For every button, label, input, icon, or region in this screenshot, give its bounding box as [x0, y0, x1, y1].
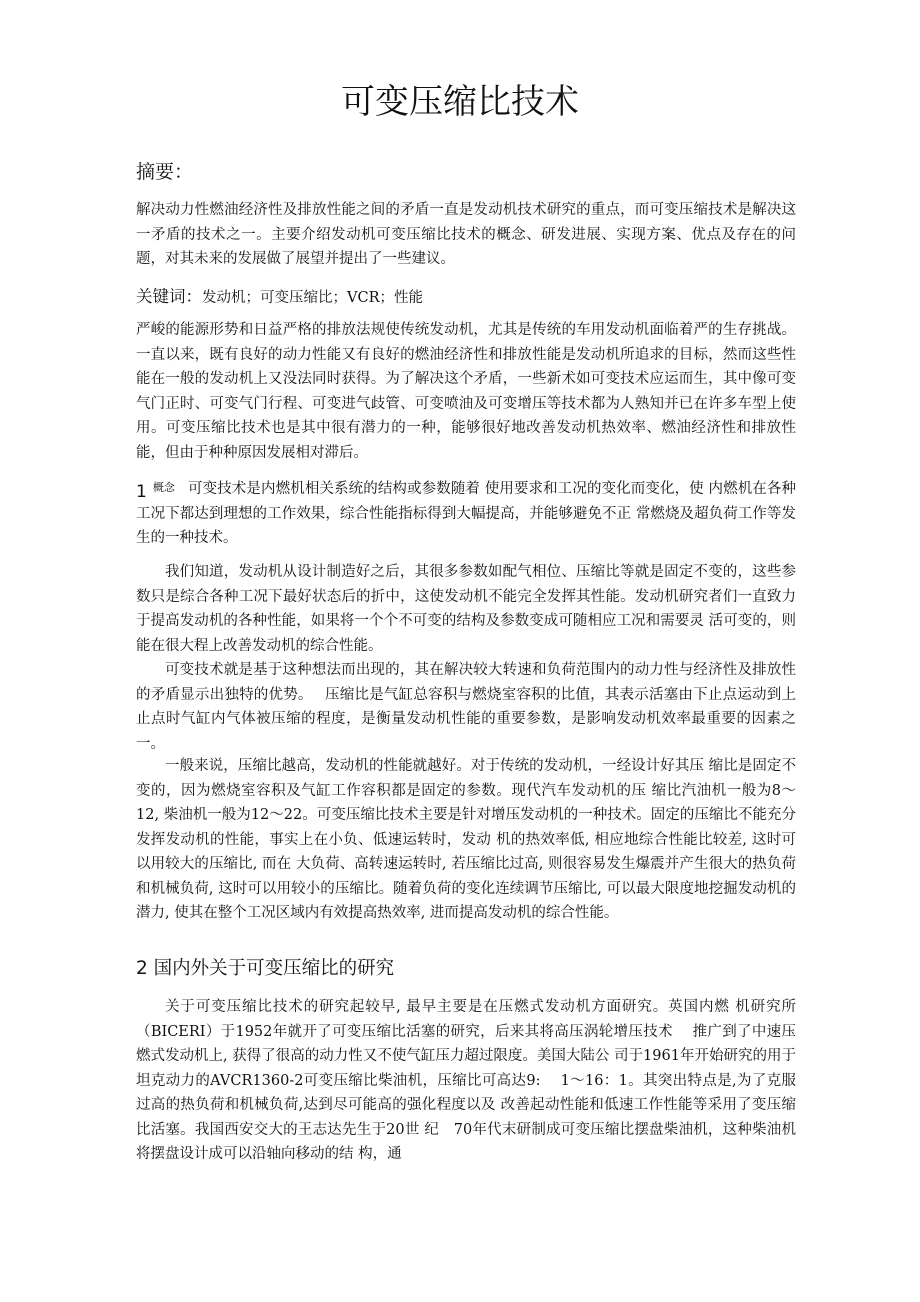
section1-title: 概念 — [152, 481, 175, 494]
abstract-heading: 摘要： — [136, 161, 194, 183]
section1-paragraph-4: 一般来说，压缩比越高，发动机的性能就越好。对于传统的发动机，一经设计好其压 缩比是固定不变的，因为燃烧室容积及气缸工作容积都是固定的参数。现代汽车发动机的压 缩比汽油机一般为8～12, 柴油机一般为12～22。可变压缩比技术主要是针对增压发动机的一种技术。固定的压缩比不能充分发挥发动机的性能，事实上在小负、低速运转时，发动 机的热效率低, 相应地综合性能比较差, 这时可以用较大的压缩比, 而在 大负荷、高转速运转时, 若压缩比过高, 则很容易发生爆震并产生很大的热负荷和机械负荷, 这时可以用较小的压缩比。随着负荷的变化连续调节压缩比, 可以最大限度地挖掘发动机的潜力, 使其在整个工况区域内有效提高热效率, 进而提高发动机的综合性能。 — [136, 758, 796, 921]
section1-paragraph-3: 可变技术就是基于这种想法而出现的，其在解决较大转速和负荷范围内的动力性与经济性及排放性的矛盾显示出独特的优势。 压缩比是气缸总容积与燃烧室容积的比值，其表示活塞由下止点运动到上止点时气缸内气体被压缩的程度，是衡量发动机性能的重要参数，是影响发动机效率最重要的因素之一。 — [136, 662, 796, 752]
keywords-line — [136, 284, 423, 311]
abstract-text: 解决动力性燃油经济性及排放性能之间的矛盾一直是发动机技术研究的重点，而可变压缩技术是解决这一矛盾的技术之一。主要介绍发动机可变压缩比技术的概念、研发进展、实现方案、优点及存在的问题，对其未来的发展做了展望并提出了一些建议。 — [136, 202, 796, 267]
keywords-label: 关键词： — [136, 287, 202, 306]
section2-heading: 2 国内外关于可变压缩比的研究 — [136, 958, 395, 979]
section1-number: 1 — [136, 482, 147, 502]
keywords-text: 发动机；可变压缩比；VCR；性能 — [202, 290, 423, 306]
document-title: 可变压缩比技术 — [341, 82, 579, 122]
section1-paragraph-2: 我们知道，发动机从设计制造好之后，其很多参数如配气相位、压缩比等就是固定不变的，这些参数只是综合各种工况下最好状态后的折中，这使发动机不能完全发挥其性能。发动机研究者们一直致力于提高发动机的各种性能，如果将一个个不可变的结构及参数变成可随相应工况和需要灵 活可变的，则能在很大程上改善发动机的综合性能。 — [136, 564, 796, 654]
section2-paragraph-1: 关于可变压缩比技术的研究起较早, 最早主要是在压燃式发动机方面研究。英国内燃 机研究所（BICERI）于1952年就开了可变压缩比活塞的研究，后来其将高压涡轮增压技术 推广到了中速压燃式发动机上, 获得了很高的动力性又不使气缸压力超过限度。美国大陆公 司于1961年开始研究的用于坦克动力的AVCR1360-2可变压缩比柴油机，压缩比可高达9: 1～16：1。其突出特点是,为了克服过高的热负荷和机械负荷,达到尽可能高的强化程度以及 改善起动性能和低速工作性能等采用了变压缩比活塞。我国西安交大的王志达先生于20世 纪 70年代末研制成可变压缩比摆盘柴油机，这种柴油机将摆盘设计成可以沿轴向移动的结 构，通 — [136, 999, 796, 1162]
intro-paragraph: 严峻的能源形势和日益严格的排放法规使传统发动机，尤其是传统的车用发动机面临着严的生存挑战。一直以来，既有良好的动力性能又有良好的燃油经济性和排放性能是发动机所追求的目标，然而这些性能在一般的发动机上又没法同时获得。为了解决这个矛盾，一些新术如可变技术应运而生，其中像可变气门正时、可变气门行程、可变进气歧管、可变喷油及可变增压等技术都为人熟知并已在许多车型上使用。可变压缩比技术也是其中很有潜力的一种，能够很好地改善发动机热效率、燃油经济性和排放性能，但由于种种原因发展相对滞后。 — [136, 322, 796, 461]
section1-paragraph-1: 可变技术是内燃机相关系统的结构或参数随着 使用要求和工况的变化而变化，使 内燃机在各种工况下都达到理想的工作效果，综合性能指标得到大幅提高，并能够避免不正 常燃烧及超负荷工作等发生的一种技术。 — [136, 481, 796, 546]
